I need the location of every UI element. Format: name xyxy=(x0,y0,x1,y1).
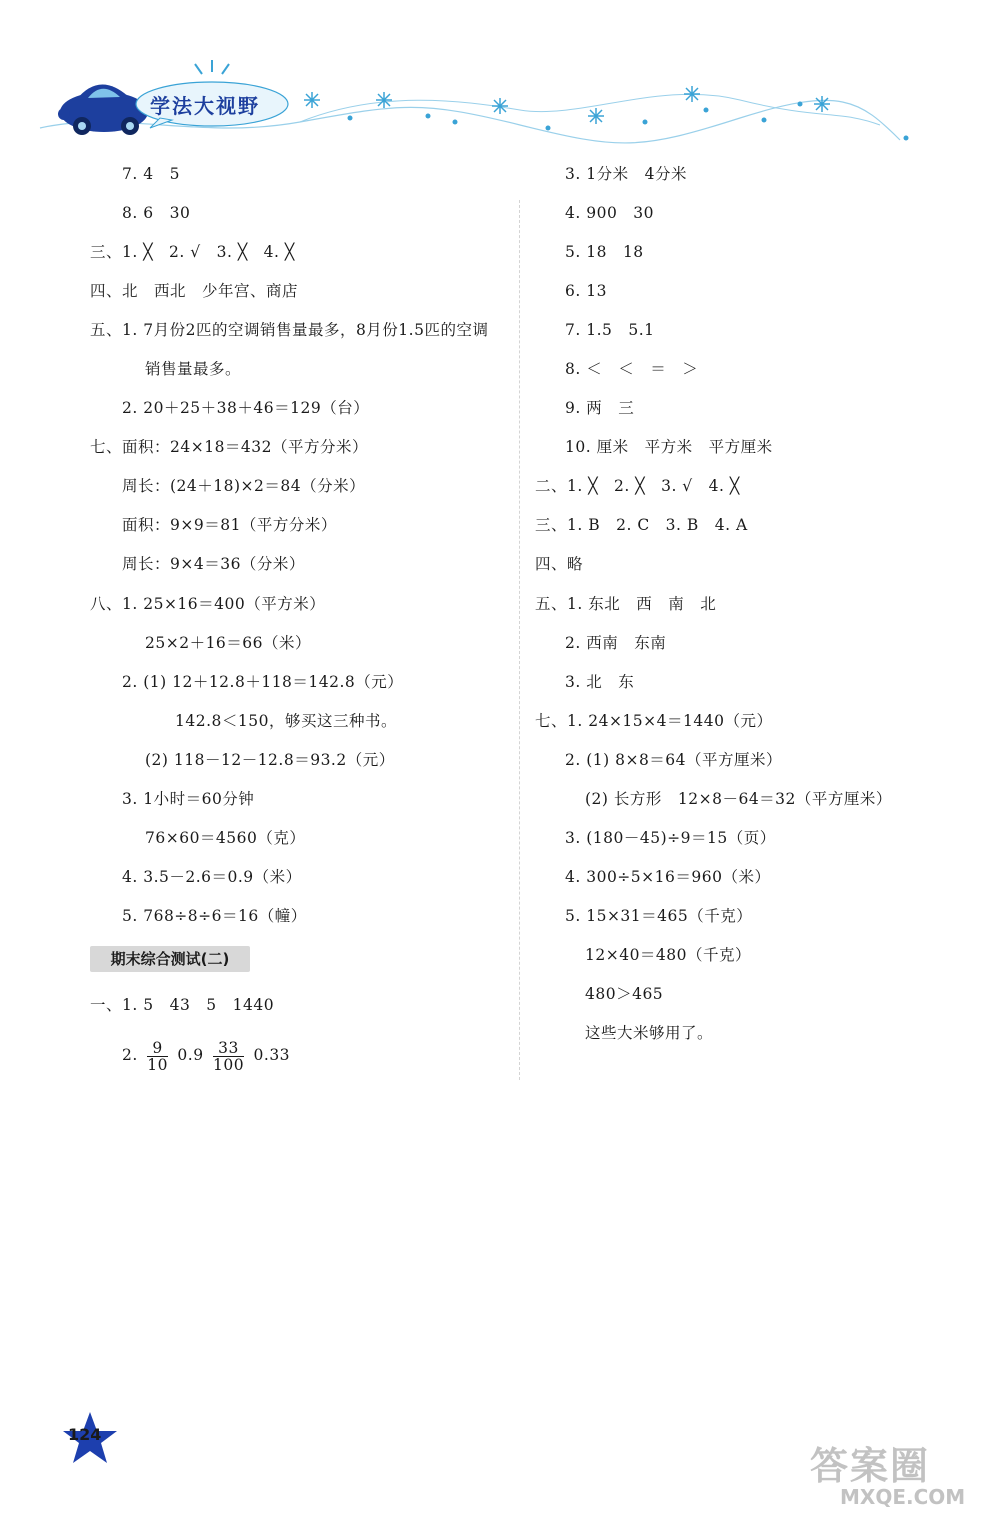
answer-line: 三、1. ╳ 2. √ 3. ╳ 4. ╳ xyxy=(90,243,295,261)
column-divider xyxy=(519,200,520,1080)
fraction xyxy=(213,1040,244,1073)
answer-line: 4. 300÷5×16＝960（米） xyxy=(565,868,771,886)
answer-line: 4. 900 30 xyxy=(565,204,655,222)
car-icon xyxy=(58,84,148,135)
answer-line: 8. 6 30 xyxy=(122,204,191,222)
answer-line: 76×60＝4560（克） xyxy=(145,829,306,847)
answer-line: 周长：9×4＝36（分米） xyxy=(122,555,305,573)
answer-line: 25×2＋16＝66（米） xyxy=(145,634,312,652)
answer-line: 142.8＜150，够买这三种书。 xyxy=(175,712,397,730)
answer-line: 2. 20＋25＋38＋46＝129（台） xyxy=(122,399,370,417)
answer-line: 3. 北 东 xyxy=(565,673,635,691)
answer-line: 9. 两 三 xyxy=(565,399,635,417)
answer-line: 10. 厘米 平方米 平方厘米 xyxy=(565,438,773,456)
fraction-numerator: 33 xyxy=(213,1040,244,1057)
answer-line: 三、1. B 2. C 3. B 4. A xyxy=(535,516,748,534)
answer-line: 销售量最多。 xyxy=(145,360,242,378)
watermark-url: MXQE.COM xyxy=(840,1485,966,1509)
answer-line: 五、1. 东北 西 南 北 xyxy=(535,595,717,613)
fraction-numerator: 9 xyxy=(147,1040,168,1057)
answer-line: 3. 1分米 4分米 xyxy=(565,165,687,183)
answer-line: 3. 1小时＝60分钟 xyxy=(122,790,255,808)
watermark xyxy=(800,1435,990,1515)
answer-line: 七、面积：24×18＝432（平方分米） xyxy=(90,438,369,456)
answer-line: 一、1. 5 43 5 1440 xyxy=(90,996,275,1014)
header-decoration xyxy=(0,0,1000,150)
answer-line: 5. 18 18 xyxy=(565,243,644,261)
answer-line: 8. ＜ ＜ ＝ ＞ xyxy=(565,360,699,378)
answer-line: (2) 长方形 12×8－64＝32（平方厘米） xyxy=(585,790,892,808)
answer-line: 八、1. 25×16＝400（平方米） xyxy=(90,595,326,613)
answer-line: 3. (180－45)÷9＝15（页） xyxy=(565,829,776,847)
answer-line: 480＞465 xyxy=(585,985,664,1003)
answer-line: 5. 768÷8÷6＝16（幢） xyxy=(122,907,307,925)
answer-line: 12×40＝480（千克） xyxy=(585,946,752,964)
answer-line: 4. 3.5－2.6＝0.9（米） xyxy=(122,868,302,886)
answer-line: 二、1. ╳ 2. ╳ 3. √ 4. ╳ xyxy=(535,477,740,495)
fraction-denominator: 100 xyxy=(213,1055,245,1074)
page-number: 124 xyxy=(68,1425,102,1444)
item-number: 2. xyxy=(122,1046,138,1064)
answer-line: 周长：(24＋18)×2＝84（分米） xyxy=(122,477,366,495)
answer-line: 6. 13 xyxy=(565,282,607,300)
answer-line: 2. (1) 8×8＝64（平方厘米） xyxy=(565,751,783,769)
fraction xyxy=(147,1040,168,1073)
answer-line: 2. (1) 12＋12.8＋118＝142.8（元） xyxy=(122,673,404,691)
page-header xyxy=(0,0,1000,150)
section-title: 期末综合测试(二) xyxy=(90,946,250,972)
answer-line: 2. 西南 东南 xyxy=(565,634,667,652)
answer-line: 四、北 西北 少年宫、商店 xyxy=(90,282,299,300)
answer-line: 这些大米够用了。 xyxy=(585,1024,714,1042)
answer-line: 7. 4 5 xyxy=(122,165,180,183)
decimal-value: 0.9 xyxy=(177,1046,204,1064)
answer-line: 面积：9×9＝81（平方分米） xyxy=(122,516,337,534)
answer-line: 四、略 xyxy=(535,555,584,573)
snowflake-icons xyxy=(304,86,830,124)
answer-line: 五、1. 7月份2匹的空调销售量最多，8月份1.5匹的空调 xyxy=(90,321,489,339)
fraction-answer-line xyxy=(122,1036,290,1074)
answer-line: 7. 1.5 5.1 xyxy=(565,321,655,339)
brand-title: 学法大视野 xyxy=(150,94,260,118)
watermark-logo: 答案圈 xyxy=(810,1444,931,1488)
answer-line: (2) 118－12－12.8＝93.2（元） xyxy=(145,751,395,769)
answer-line: 七、1. 24×15×4＝1440（元） xyxy=(535,712,773,730)
fraction-denominator: 10 xyxy=(147,1055,168,1074)
page-number-badge xyxy=(62,1410,118,1466)
decimal-value: 0.33 xyxy=(253,1046,291,1064)
answer-line: 5. 15×31＝465（千克） xyxy=(565,907,753,925)
